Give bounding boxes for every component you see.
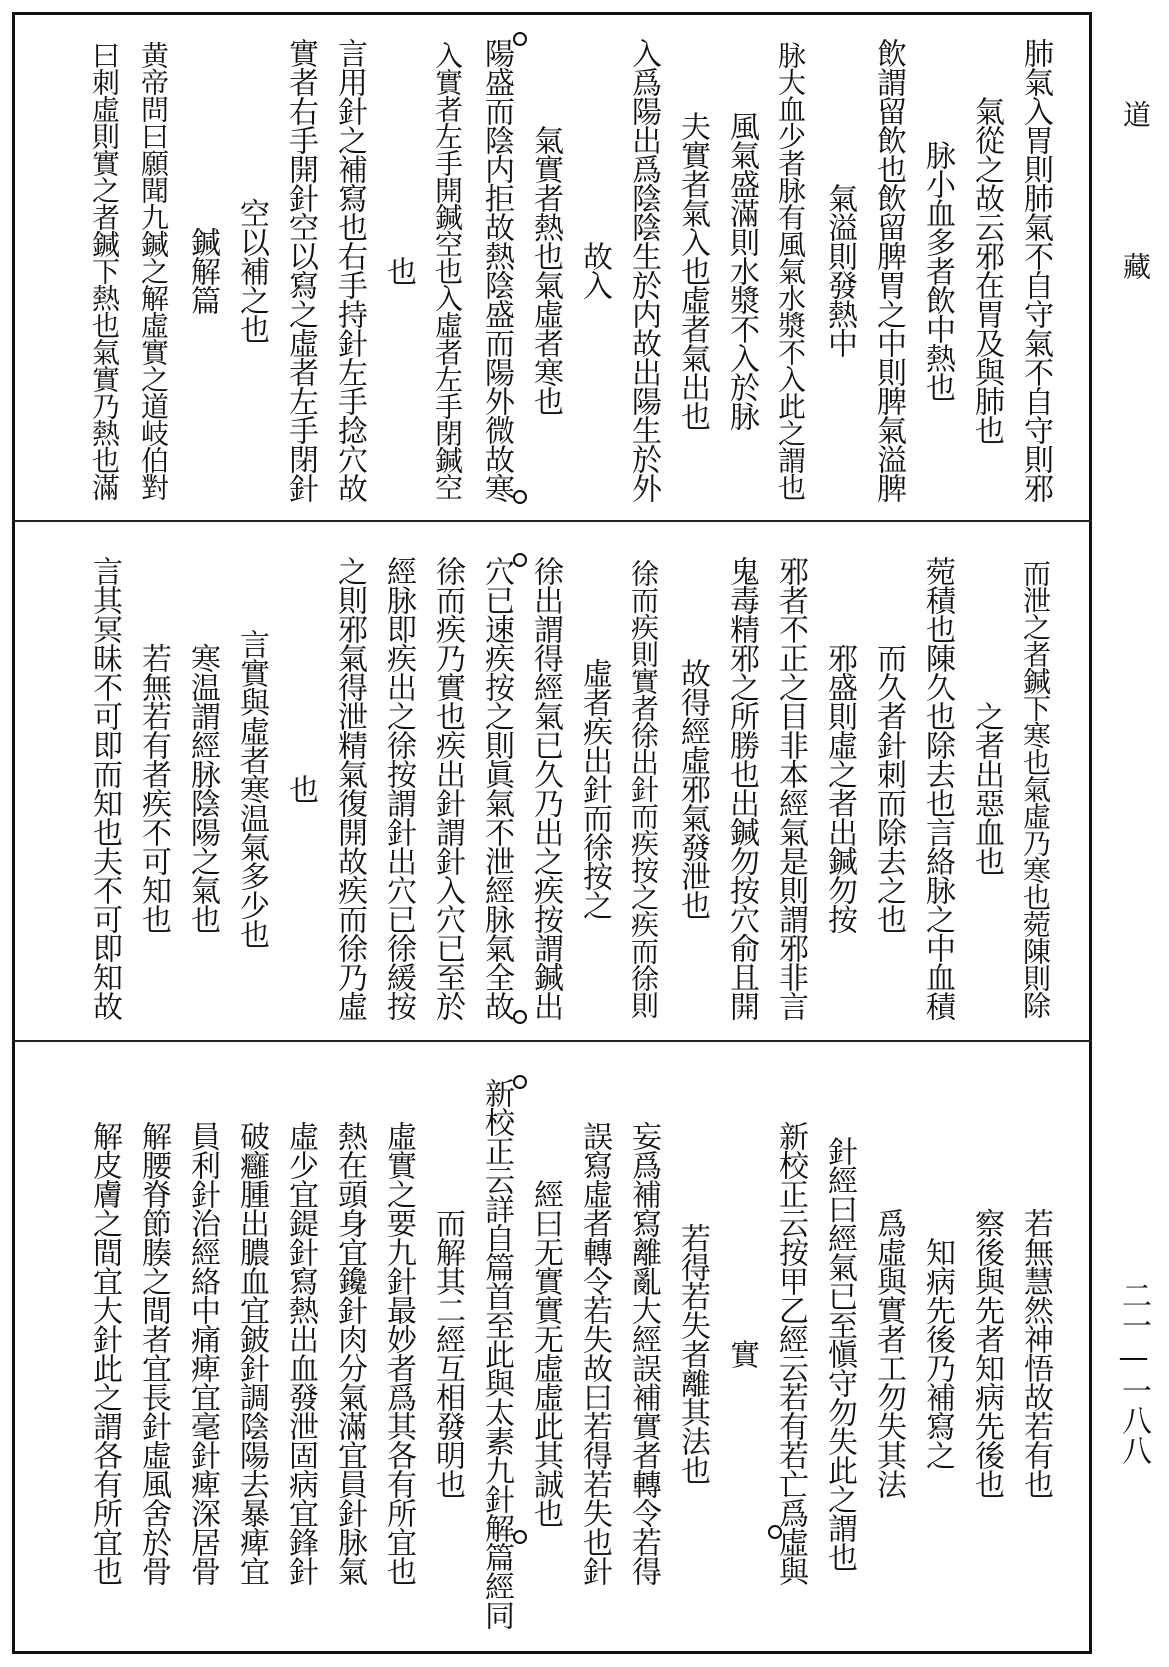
text-column: 肺氣入胃則肺氣不自守氣不自守則邪 (1018, 38, 1053, 502)
page-number: 二一—一八八 (1116, 1280, 1151, 1465)
text-panel-middle (40, 548, 1052, 1028)
text-column: 空以補之也 (234, 197, 269, 343)
text-column: 言實與虛者寒温氣多少也 (234, 628, 269, 948)
text-column: 也 (381, 255, 416, 285)
text-column: 氣實者熱也氣虛者寒也 (528, 125, 563, 415)
text-column: 新校正云詳自篇首至此與太素九針解篇經同 (479, 1077, 514, 1629)
panel-divider-2 (12, 1040, 1092, 1042)
text-column: 曰刺虛則實之者鍼下熱也氣實乃熱也滿 (88, 40, 121, 500)
circle-mark (513, 1075, 527, 1089)
text-column: 邪盛則虛之者出鍼勿按 (822, 643, 857, 933)
text-column: 邪者不正之目非本經氣是則謂邪非言 (773, 556, 808, 1020)
text-column: 夫實者氣入也虛者氣出也 (675, 110, 710, 430)
text-column: 而泄之者鍼下寒也氣虛乃寒也菀陳則除 (1019, 558, 1052, 1018)
text-column: 解皮膚之間宜大針此之謂各有所宜也 (87, 1121, 122, 1585)
text-column: 脉小血多者飲中熱也 (920, 139, 955, 401)
text-column: 針經曰經氣已至愼守勿失此之謂也 (822, 1135, 857, 1571)
text-column: 黄帝問曰願聞九鍼之解虛實之道岐伯對 (137, 40, 170, 500)
text-column: 氣從之故云邪在胃及與肺也 (969, 96, 1004, 444)
circle-mark (513, 32, 527, 46)
text-column: 風氣盛滿則水漿不入於脉 (724, 110, 759, 430)
text-column: 陽盛而陰内拒故熱陰盛而陽外微故寒 (479, 38, 514, 502)
text-column: 言其冥昧不可即而知也夫不可即知故 (87, 556, 122, 1020)
text-column: 而解其二經互相發明也 (430, 1208, 465, 1498)
circle-mark (513, 1010, 527, 1024)
text-column: 解腰脊節腠之間者宜長針虛風舍於骨 (136, 1121, 171, 1585)
text-column: 徐出謂得經氣已久乃出之疾按謂鍼出 (528, 556, 563, 1020)
side-label-bottom: 藏 (1119, 252, 1152, 280)
text-column: 破癰腫出膿血宜鈹針調陰陽去暴痺宜 (234, 1121, 269, 1585)
text-column: 菀積也陳久也除去也言絡脉之中血積 (920, 556, 955, 1020)
circle-mark (513, 1530, 527, 1544)
text-panel-bottom (40, 1068, 1052, 1638)
text-column: 知病先後乃補寫之 (920, 1237, 955, 1469)
text-column: 員利針治經絡中痛痺宜毫針痺深居骨 (185, 1121, 220, 1585)
panel-divider-1 (12, 520, 1092, 522)
text-column: 也 (283, 773, 318, 803)
text-column: 穴已速疾按之則眞氣不泄經脉氣全故 (479, 556, 514, 1020)
circle-mark (768, 1525, 782, 1539)
text-column: 而久者針刺而除去之也 (871, 643, 906, 933)
text-column: 若無慧然神悟故若有也 (1018, 1208, 1053, 1498)
text-column: 實 (724, 1338, 759, 1368)
text-column: 虛者疾出針而徐按之 (577, 657, 612, 919)
text-column: 誤寫虛者轉令若失故曰若得若失也針 (577, 1121, 612, 1585)
text-column: 虛少宜鍉針寫熱出血發泄固病宜鋒針 (283, 1121, 318, 1585)
text-column: 徐而疾乃實也疾出針謂針入穴已至於 (430, 556, 465, 1020)
text-column: 故入 (577, 241, 612, 299)
text-column: 察後與先者知病先後也 (969, 1208, 1004, 1498)
text-column: 飲謂留飲也飲留脾胃之中則脾氣溢脾 (871, 38, 906, 502)
circle-mark (513, 553, 527, 567)
text-column: 入實者左手開鍼空也入虛者左手閉鍼空 (431, 40, 464, 500)
text-column: 實者右手開針空以寫之虛者左手閉針 (283, 38, 318, 502)
text-column: 新校正云按甲乙經云若有若亡爲虛與 (773, 1121, 808, 1585)
text-column: 妄爲補寫離亂大經誤補實者轉令若得 (626, 1121, 661, 1585)
text-column: 入爲陽出爲陰陰生於内故出陽生於外 (626, 38, 661, 502)
circle-mark (513, 490, 527, 504)
text-column: 若無若有者疾不可知也 (136, 643, 171, 933)
side-label-top: 道 (1119, 100, 1152, 128)
text-column: 若得若失者離其法也 (675, 1222, 710, 1484)
text-column: 鬼毒精邪之所勝也出鍼勿按穴俞且開 (724, 556, 759, 1020)
text-column: 經脉即疾出之徐按謂針出穴已徐緩按 (381, 556, 416, 1020)
text-column: 氣溢則發熱中 (822, 183, 857, 357)
text-column: 之則邪氣得泄精氣復開故疾而徐乃虛 (332, 556, 367, 1020)
text-column: 故得經虛邪氣發泄也 (675, 657, 710, 919)
text-column: 虛實之要九針最妙者爲其各有所宜也 (381, 1121, 416, 1585)
text-panel-top (40, 30, 1052, 510)
text-column: 徐而疾則實者徐出針而疾按之疾而徐則 (627, 558, 660, 1018)
text-column: 爲虛與實者工勿失其法 (871, 1208, 906, 1498)
text-column: 經曰无實實无虛虛此其誠也 (528, 1179, 563, 1527)
text-column: 言用針之補寫也右手持針左手捻穴故 (332, 38, 367, 502)
text-column: 鍼解篇 (185, 226, 220, 314)
text-column: 寒温謂經脉陰陽之氣也 (185, 643, 220, 933)
text-column: 之者出惡血也 (969, 701, 1004, 875)
text-column: 脉大血少者脉有風氣水漿不入此之謂也 (774, 40, 807, 500)
text-column: 熱在頭身宜鑱針肉分氣滿宜員針脉氣 (332, 1121, 367, 1585)
